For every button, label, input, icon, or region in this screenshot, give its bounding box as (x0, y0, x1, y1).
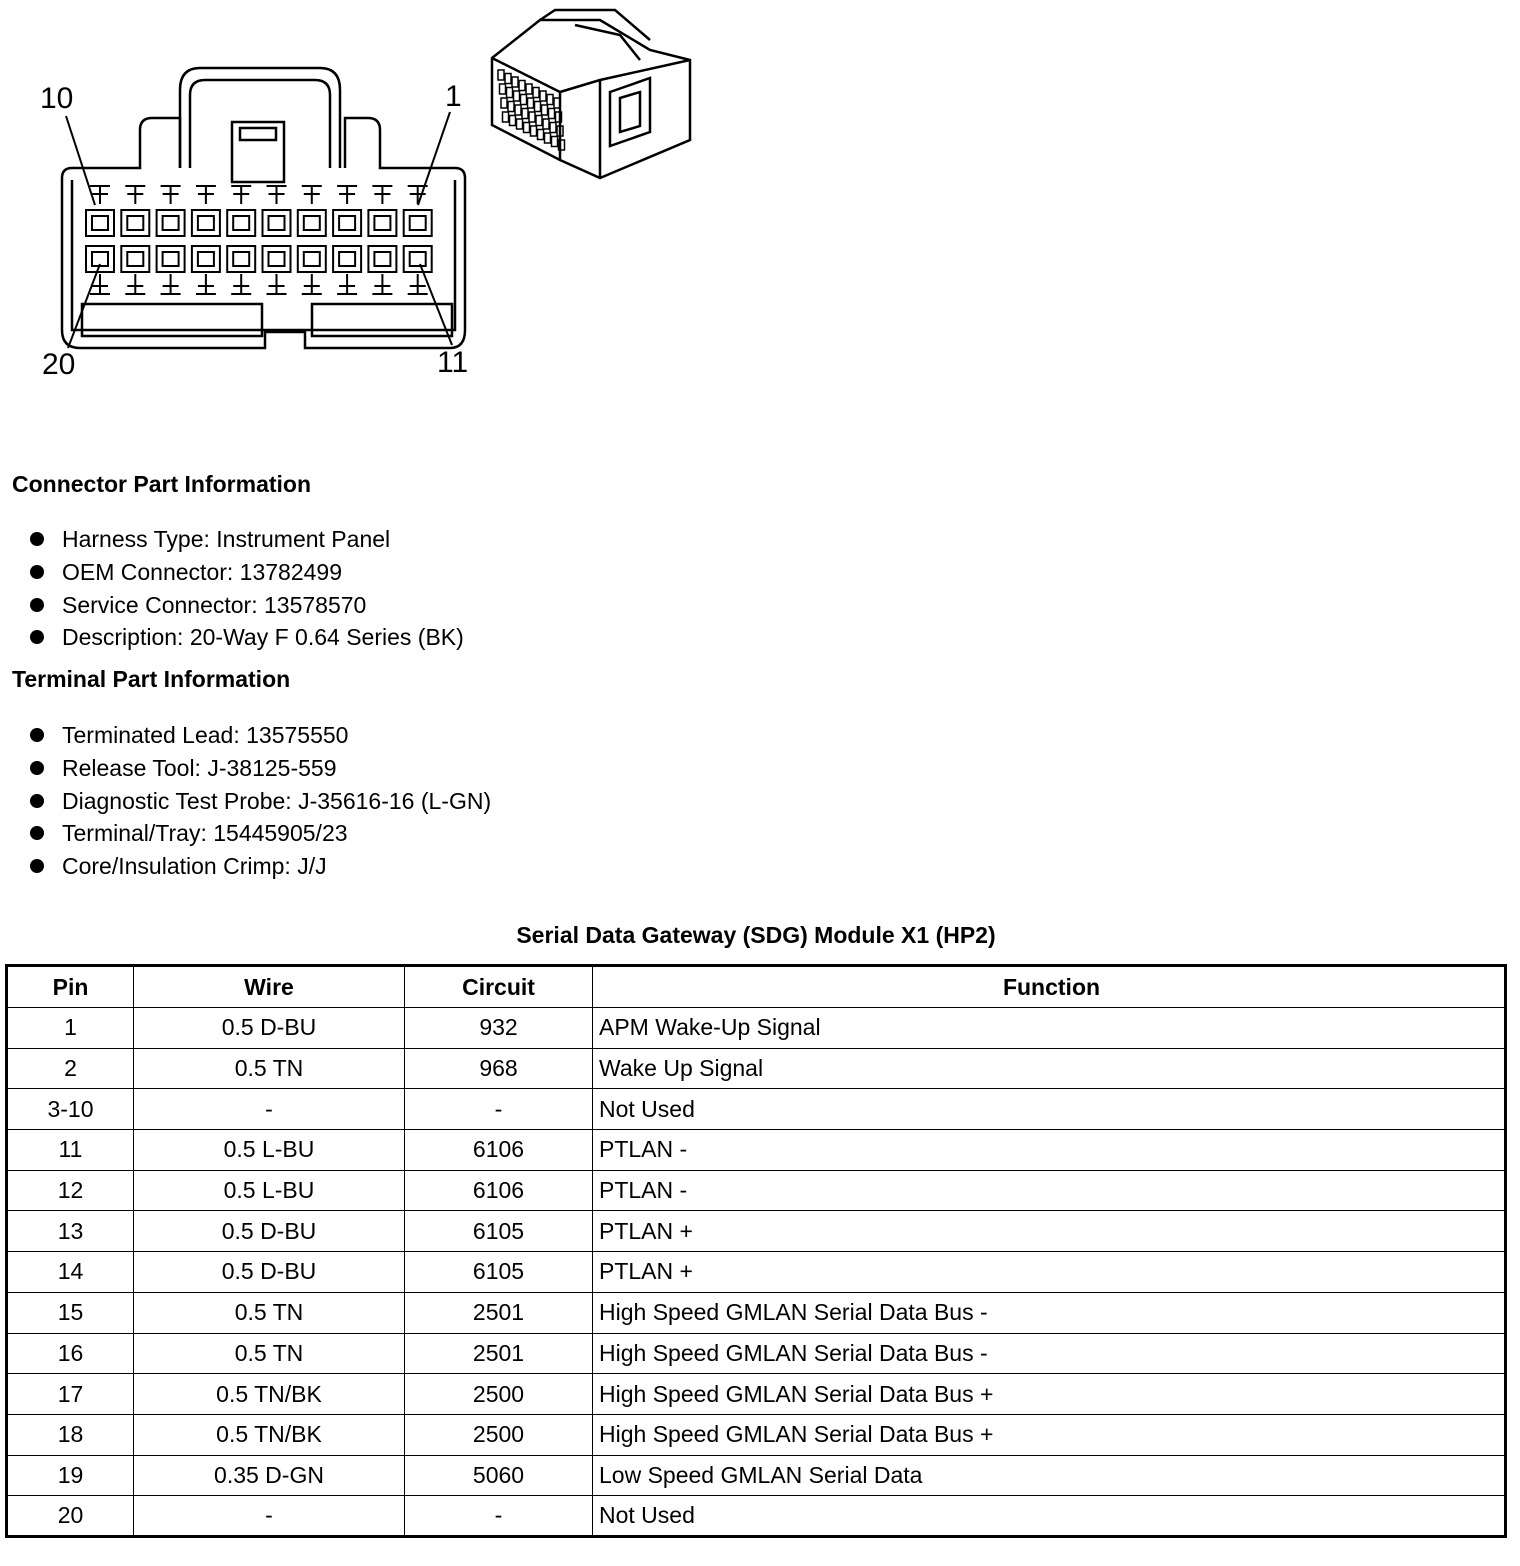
connector-info-title: Connector Part Information (12, 471, 312, 497)
iso-pin-cavity (552, 137, 558, 147)
cell-pin: 14 (7, 1252, 134, 1293)
table-row (7, 1414, 1506, 1455)
terminal-latch (337, 186, 357, 204)
pin-cavity (86, 246, 114, 272)
table-row (7, 1252, 1506, 1293)
terminal-latch (372, 186, 392, 204)
terminal-latch (196, 274, 216, 294)
terminal-latch (302, 274, 322, 294)
header-pin: Pin (7, 966, 134, 1008)
terminal-latch (372, 274, 392, 294)
pin-cavity-inner (304, 216, 320, 230)
terminal-latch (125, 274, 145, 294)
cell-circuit: 5060 (405, 1455, 593, 1496)
table-row (7, 1455, 1506, 1496)
pin-cavity-inner (269, 252, 285, 266)
iso-pin-cavity (500, 84, 506, 94)
cell-pin: 1 (7, 1008, 134, 1049)
iso-pin-cavity (528, 98, 534, 108)
table-row (7, 1048, 1506, 1089)
terminal-latch (302, 186, 322, 204)
pin-cavity-inner (374, 252, 390, 266)
iso-pin-cavity (519, 81, 525, 91)
cell-pin: 15 (7, 1292, 134, 1333)
table-row (7, 1333, 1506, 1374)
pin-cavity (368, 246, 396, 272)
cell-function: Not Used (593, 1089, 1506, 1130)
iso-pin-cavity (514, 91, 520, 101)
pin-cavity (121, 210, 149, 236)
terminal-latch (231, 186, 251, 204)
pin-cavity-inner (163, 252, 179, 266)
cell-wire: 0.5 TN (134, 1292, 405, 1333)
terminal-latch (267, 274, 287, 294)
iso-pin-cavity (547, 95, 553, 105)
cell-wire: - (134, 1089, 405, 1130)
pin-cavity (333, 246, 361, 272)
cell-wire: 0.5 TN/BK (134, 1374, 405, 1415)
pin-label-10: 10 (40, 82, 74, 115)
table-header-row (7, 966, 1506, 1008)
iso-pin-cavity (512, 77, 518, 87)
pin-cavity (298, 210, 326, 236)
pin-cavity-inner (163, 216, 179, 230)
iso-pin-cavity (533, 88, 539, 98)
pin-cavity-inner (198, 252, 214, 266)
list-item: Service Connector: 13578570 (30, 589, 464, 622)
iso-pin-cavity (505, 74, 511, 84)
cell-function: PTLAN - (593, 1130, 1506, 1171)
terminal-info-list (30, 719, 491, 883)
iso-pin-cavity (521, 95, 527, 105)
cell-wire: 0.35 D-GN (134, 1455, 405, 1496)
connector-diagram (0, 0, 700, 400)
cell-function: High Speed GMLAN Serial Data Bus + (593, 1414, 1506, 1455)
pin-cavity-inner (127, 216, 143, 230)
pin-label-20: 20 (42, 348, 76, 381)
pin-label-11: 11 (437, 346, 469, 379)
cell-circuit: 2501 (405, 1292, 593, 1333)
list-item: Terminal/Tray: 15445905/23 (30, 817, 491, 850)
pin-cavity (298, 246, 326, 272)
terminal-latch (267, 186, 287, 204)
iso-pin-cavity (526, 84, 532, 94)
cell-circuit: - (405, 1089, 593, 1130)
cell-pin: 3-10 (7, 1089, 134, 1130)
cell-function: High Speed GMLAN Serial Data Bus + (593, 1374, 1506, 1415)
pin-cavity (157, 210, 185, 236)
pin-cavity-inner (198, 216, 214, 230)
pin-cavity (333, 210, 361, 236)
pin-cavity (227, 246, 255, 272)
terminal-latch (337, 274, 357, 294)
pin-cavity-inner (269, 216, 285, 230)
cell-pin: 13 (7, 1211, 134, 1252)
cell-function: PTLAN - (593, 1170, 1506, 1211)
pin-cavity (192, 246, 220, 272)
terminal-latch (408, 186, 428, 204)
iso-pin-cavity (524, 123, 530, 133)
pin-cavity-inner (410, 216, 426, 230)
iso-pin-cavity (538, 130, 544, 140)
cell-wire: 0.5 L-BU (134, 1130, 405, 1171)
cell-pin: 2 (7, 1048, 134, 1089)
iso-pin-cavity (517, 119, 523, 129)
list-item: Release Tool: J-38125-559 (30, 752, 491, 785)
cell-circuit: 6106 (405, 1170, 593, 1211)
iso-pin-cavity (549, 109, 555, 119)
list-item: Diagnostic Test Probe: J-35616-16 (L-GN) (30, 785, 491, 818)
cell-function: Not Used (593, 1496, 1506, 1537)
cell-function: Wake Up Signal (593, 1048, 1506, 1089)
cell-function: PTLAN + (593, 1211, 1506, 1252)
iso-pin-cavity (545, 133, 551, 143)
cell-pin: 17 (7, 1374, 134, 1415)
list-item: Core/Insulation Crimp: J/J (30, 850, 491, 883)
cell-function: Low Speed GMLAN Serial Data (593, 1455, 1506, 1496)
pin-cavity (157, 246, 185, 272)
iso-pin-cavity (540, 91, 546, 101)
cell-pin: 16 (7, 1333, 134, 1374)
iso-pin-cavity (543, 119, 549, 129)
cell-wire: 0.5 TN (134, 1048, 405, 1089)
pin-cavity-inner (233, 216, 249, 230)
pin-cavity (404, 246, 432, 272)
pin-cavity-inner (410, 252, 426, 266)
header-wire: Wire (134, 966, 405, 1008)
cell-wire: 0.5 TN (134, 1333, 405, 1374)
iso-pin-cavity (536, 116, 542, 126)
cell-circuit: 2501 (405, 1333, 593, 1374)
cell-function: PTLAN + (593, 1252, 1506, 1293)
table-row (7, 1170, 1506, 1211)
table-row (7, 1292, 1506, 1333)
iso-pin-cavity (535, 102, 541, 112)
pin-cavity-inner (92, 252, 108, 266)
cell-pin: 12 (7, 1170, 134, 1211)
cell-pin: 19 (7, 1455, 134, 1496)
cell-pin: 20 (7, 1496, 134, 1537)
cell-circuit: 2500 (405, 1414, 593, 1455)
cell-circuit: 6105 (405, 1211, 593, 1252)
pin-cavity-inner (92, 216, 108, 230)
pin-cavity (404, 210, 432, 236)
pin-cavity (368, 210, 396, 236)
iso-pin-cavity (542, 105, 548, 115)
pinout-table (5, 964, 1507, 1538)
table-row (7, 1130, 1506, 1171)
pin-cavity (121, 246, 149, 272)
cell-circuit: - (405, 1496, 593, 1537)
table-row (7, 1374, 1506, 1415)
terminal-info-title: Terminal Part Information (12, 666, 291, 692)
pin-cavity-inner (374, 216, 390, 230)
pin-cavity-inner (127, 252, 143, 266)
cell-wire: 0.5 D-BU (134, 1252, 405, 1293)
cell-wire: 0.5 TN/BK (134, 1414, 405, 1455)
terminal-latch (161, 186, 181, 204)
pin-cavity (86, 210, 114, 236)
list-item: Terminated Lead: 13575550 (30, 719, 491, 752)
cell-function: High Speed GMLAN Serial Data Bus - (593, 1292, 1506, 1333)
terminal-latch (196, 186, 216, 204)
list-item: Description: 20-Way F 0.64 Series (BK) (30, 621, 464, 654)
iso-pin-cavity (522, 109, 528, 119)
cell-circuit: 968 (405, 1048, 593, 1089)
pin-label-1: 1 (445, 80, 462, 113)
iso-pin-cavity (508, 102, 514, 112)
iso-pin-cavity (550, 123, 556, 133)
list-item: Harness Type: Instrument Panel (30, 523, 464, 556)
header-circuit: Circuit (405, 966, 593, 1008)
cell-wire: 0.5 D-BU (134, 1211, 405, 1252)
pin-cavity-inner (339, 216, 355, 230)
cell-circuit: 932 (405, 1008, 593, 1049)
pin-cavity (263, 210, 291, 236)
iso-pin-cavity (510, 116, 516, 126)
iso-pin-cavity (515, 105, 521, 115)
cell-function: APM Wake-Up Signal (593, 1008, 1506, 1049)
iso-pin-cavity (531, 126, 537, 136)
terminal-latch (125, 186, 145, 204)
table-row (7, 1089, 1506, 1130)
table-title: Serial Data Gateway (SDG) Module X1 (HP2) (516, 922, 996, 948)
iso-pin-cavity (498, 70, 504, 80)
cell-wire: 0.5 L-BU (134, 1170, 405, 1211)
list-item: OEM Connector: 13782499 (30, 556, 464, 589)
table-row (7, 1211, 1506, 1252)
terminal-latch (231, 274, 251, 294)
cell-wire: - (134, 1496, 405, 1537)
pin-cavity (263, 246, 291, 272)
pin-cavity-inner (233, 252, 249, 266)
cell-pin: 11 (7, 1130, 134, 1171)
header-function: Function (593, 966, 1506, 1008)
iso-pin-cavity (503, 112, 509, 122)
pin-cavity (192, 210, 220, 236)
cell-circuit: 6106 (405, 1130, 593, 1171)
table-row (7, 1008, 1506, 1049)
terminal-latch (161, 274, 181, 294)
cell-function: High Speed GMLAN Serial Data Bus - (593, 1333, 1506, 1374)
table-row (7, 1496, 1506, 1537)
iso-pin-cavity (507, 88, 513, 98)
pin-cavity-inner (304, 252, 320, 266)
cell-wire: 0.5 D-BU (134, 1008, 405, 1049)
cell-circuit: 6105 (405, 1252, 593, 1293)
pin-cavity (227, 210, 255, 236)
pin-cavity-inner (339, 252, 355, 266)
iso-pin-cavity (501, 98, 507, 108)
iso-pin-cavity (529, 112, 535, 122)
cell-circuit: 2500 (405, 1374, 593, 1415)
connector-info-list (30, 523, 464, 654)
cell-pin: 18 (7, 1414, 134, 1455)
